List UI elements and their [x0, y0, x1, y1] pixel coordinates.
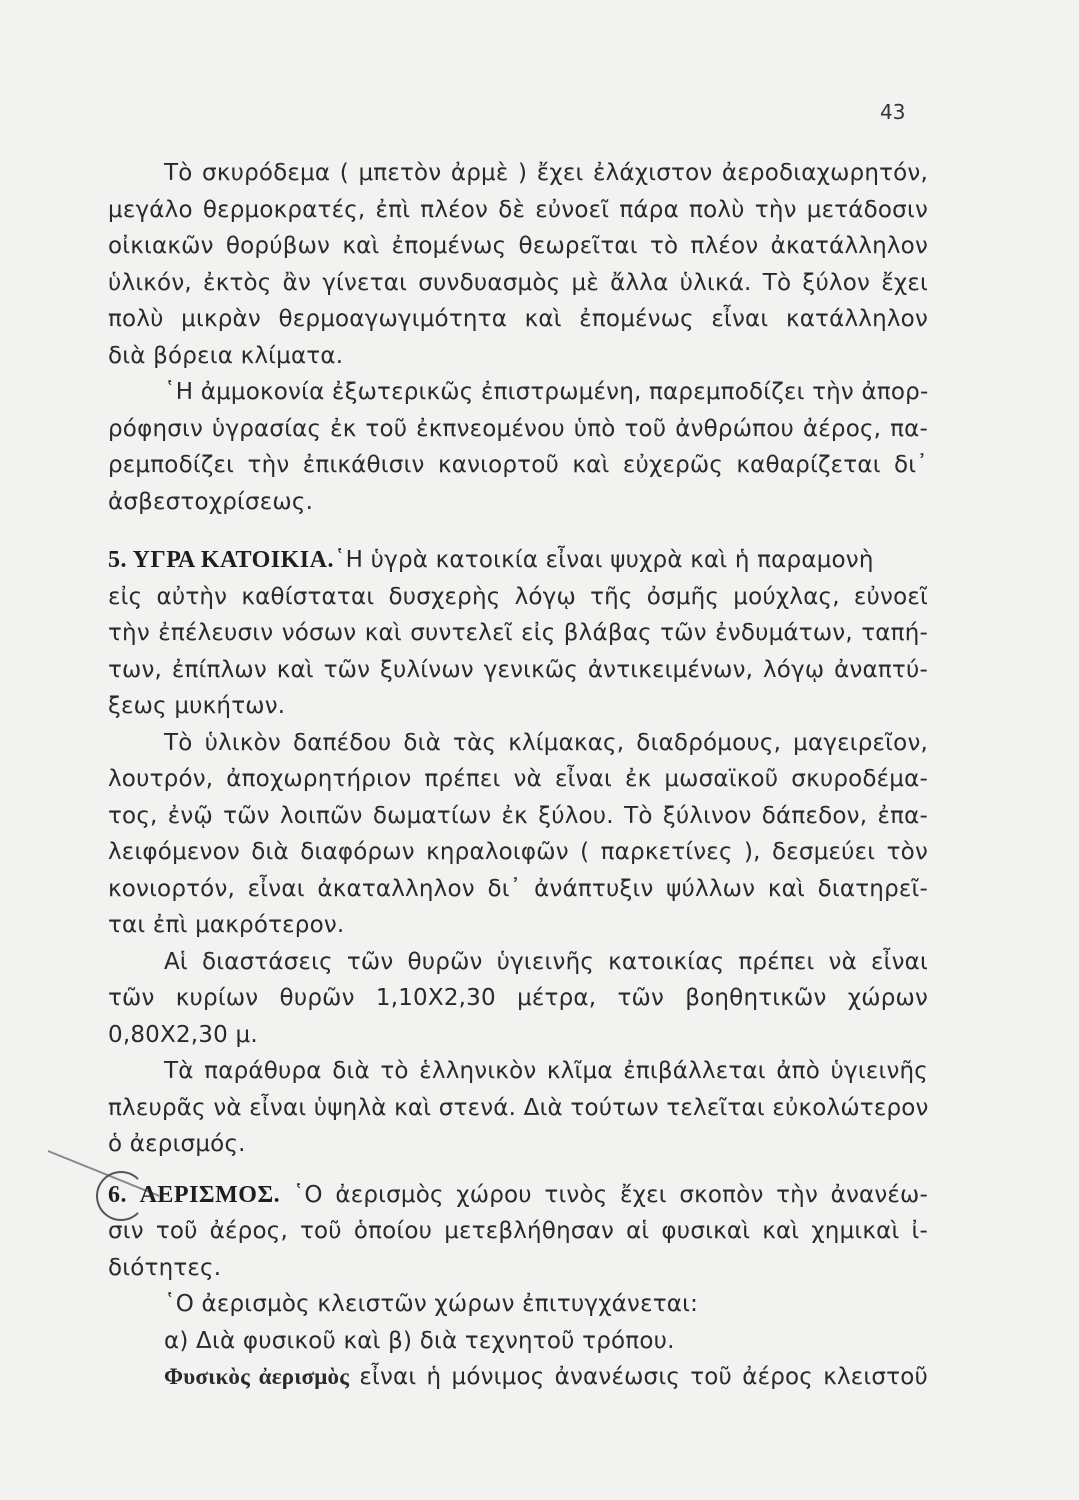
section-heading: 5. ΥΓΡΑ ΚΑΤΟΙΚΙΑ.: [108, 547, 334, 573]
section-number: 6.: [108, 1177, 127, 1214]
text-line: Τὰ παράθυρα διὰ τὸ ἑλληνικὸν κλῖμα ἐπιβάλλεται ἀπὸ ὑγιεινῆς: [164, 1058, 928, 1084]
text-line: λουτρόν, ἀποχωρητήριον πρέπει νὰ εἶναι ἐκ μωσαϊκοῦ σκυροδέμα-: [108, 766, 928, 792]
text-line: ὁ ἀερισμός.: [108, 1131, 246, 1157]
text-line: 0,80Χ2,30 μ.: [108, 1021, 258, 1048]
text-line: Τὸ ὑλικὸν δαπέδου διὰ τὰς κλίμακας, διαδρόμους, μαγειρεῖον,: [164, 729, 928, 756]
body-text: [108, 155, 928, 1396]
text-line: ξεως μυκήτων.: [108, 693, 286, 719]
bold-term: Φυσικὸς ἀερισμὸς: [164, 1364, 350, 1389]
text-line: ῾Η ἀμμοκονία ἐξωτερικῶς ἐπιστρωμένη, παρεμποδίζει τὴν ἀπορ-: [164, 379, 929, 405]
text-line: των, ἐπίπλων καὶ τῶν ξυλίνων γενικῶς ἀντικειμένων, λόγῳ ἀναπτύ-: [108, 656, 928, 683]
text-line: μεγάλο θερμοκρατές, ἐπὶ πλέον δὲ εὐνοεῖ πάρα πολὺ τὴν μετάδοσιν: [108, 196, 928, 223]
text-line: ρόφησιν ὑγρασίας ἐκ τοῦ ἐκπνεομένου ὑπὸ τοῦ ἀνθρώπου ἀέρος, πα-: [108, 415, 928, 442]
section-ventilation: [108, 1177, 928, 1287]
paragraph-door-dimensions: [108, 944, 928, 1054]
text-line: σιν τοῦ ἀέρος, τοῦ ὁποίου μετεβλήθησαν αἱ φυσικαὶ καὶ χημικαὶ ἰ-: [108, 1218, 928, 1244]
text-span: εἶναι ἡ μόνιμος ἀνανέωσις τοῦ ἀέρος κλειστοῦ: [359, 1364, 928, 1390]
section-heading: ΑΕΡΙΣΜΟΣ.: [139, 1181, 281, 1208]
text-line: Τὸ σκυρόδεμα ( μπετὸν ἀρμὲ ) ἔχει ἐλάχιστον ἀεροδιαχωρητόν,: [164, 160, 928, 186]
text-line: ται ἐπὶ μακρότερον.: [108, 912, 345, 938]
paragraph-windows: [108, 1053, 928, 1163]
paragraph-concrete: [108, 155, 928, 374]
text-span: ῾Ο ἀερισμὸς χώρου τινὸς ἔχει σκοπὸν τὴν ἀνανέω-: [292, 1181, 928, 1208]
text-line: πλευρᾶς νὰ εἶναι ὑψηλὰ καὶ στενά. Διὰ τούτων τελεῖται εὐκολώτερον: [108, 1094, 929, 1121]
text-line: ῾Ο ἀερισμὸς κλειστῶν χώρων ἐπιτυγχάνεται:: [164, 1291, 699, 1317]
text-line: λειφόμενον διὰ διαφόρων κηραλοιφῶν ( παρκετίνες ), δεσμεύει τὸν: [108, 839, 928, 865]
text-line: τος, ἐνῷ τῶν λοιπῶν δωματίων ἐκ ξύλου. Τὸ ξύλινον δάπεδον, ἐπα-: [108, 802, 928, 829]
text-line: [108, 542, 928, 579]
text-line: εἰς αὐτὴν καθίσταται δυσχερὴς λόγῳ τῆς ὀσμῆς μούχλας, εὐνοεῖ: [108, 583, 928, 610]
text-line: διὰ βόρεια κλίματα.: [108, 342, 344, 369]
text-line: πολὺ μικρὰν θερμοαγωγιμότητα καὶ ἐπομένως εἶναι κατάλληλον: [108, 306, 928, 332]
text-line: τῶν κυρίων θυρῶν 1,10Χ2,30 μέτρα, τῶν βοηθητικῶν χώρων: [108, 985, 928, 1011]
text-line: οἰκιακῶν θορύβων καὶ ἐπομένως θεωρεῖται τὸ πλέον ἀκατάλληλον: [108, 233, 928, 259]
text-line: [108, 1359, 928, 1396]
paragraph-floor-material: [108, 725, 928, 944]
text-line: α) Διὰ φυσικοῦ καὶ β) διὰ τεχνητοῦ τρόπου.: [164, 1327, 675, 1354]
section-damp-dwelling: [108, 542, 928, 725]
page-number: 43: [880, 100, 906, 124]
text-line: ἀσβεστοχρίσεως.: [108, 488, 314, 515]
text-line: τὴν ἐπέλευσιν νόσων καὶ συντελεῖ εἰς βλάβας τῶν ἐνδυμάτων, ταπή-: [108, 620, 928, 646]
text-line: κονιορτόν, εἶναι ἀκαταλληλον δι᾿ ἀνάπτυξιν ψύλλων καὶ διατηρεῖ-: [108, 875, 928, 902]
text-line: [108, 1177, 928, 1214]
text-line: ὑλικόν, ἐκτὸς ἂν γίνεται συνδυασμὸς μὲ ἄλλα ὑλικά. Τὸ ξύλον ἔχει: [108, 269, 928, 296]
text-line: Αἱ διαστάσεις τῶν θυρῶν ὑγιεινῆς κατοικίας πρέπει νὰ εἶναι: [164, 948, 928, 975]
text-span: ῾Η ὑγρὰ κατοικία εἶναι ψυχρὰ καὶ ἡ παραμονὴ: [333, 547, 874, 573]
paragraph-plaster: [108, 374, 928, 520]
text-line: ρεμποδίζει τὴν ἐπικάθισιν κανιορτοῦ καὶ εὐχερῶς καθαρίζεται δι᾿: [108, 452, 928, 478]
text-line: διότητες.: [108, 1254, 222, 1281]
